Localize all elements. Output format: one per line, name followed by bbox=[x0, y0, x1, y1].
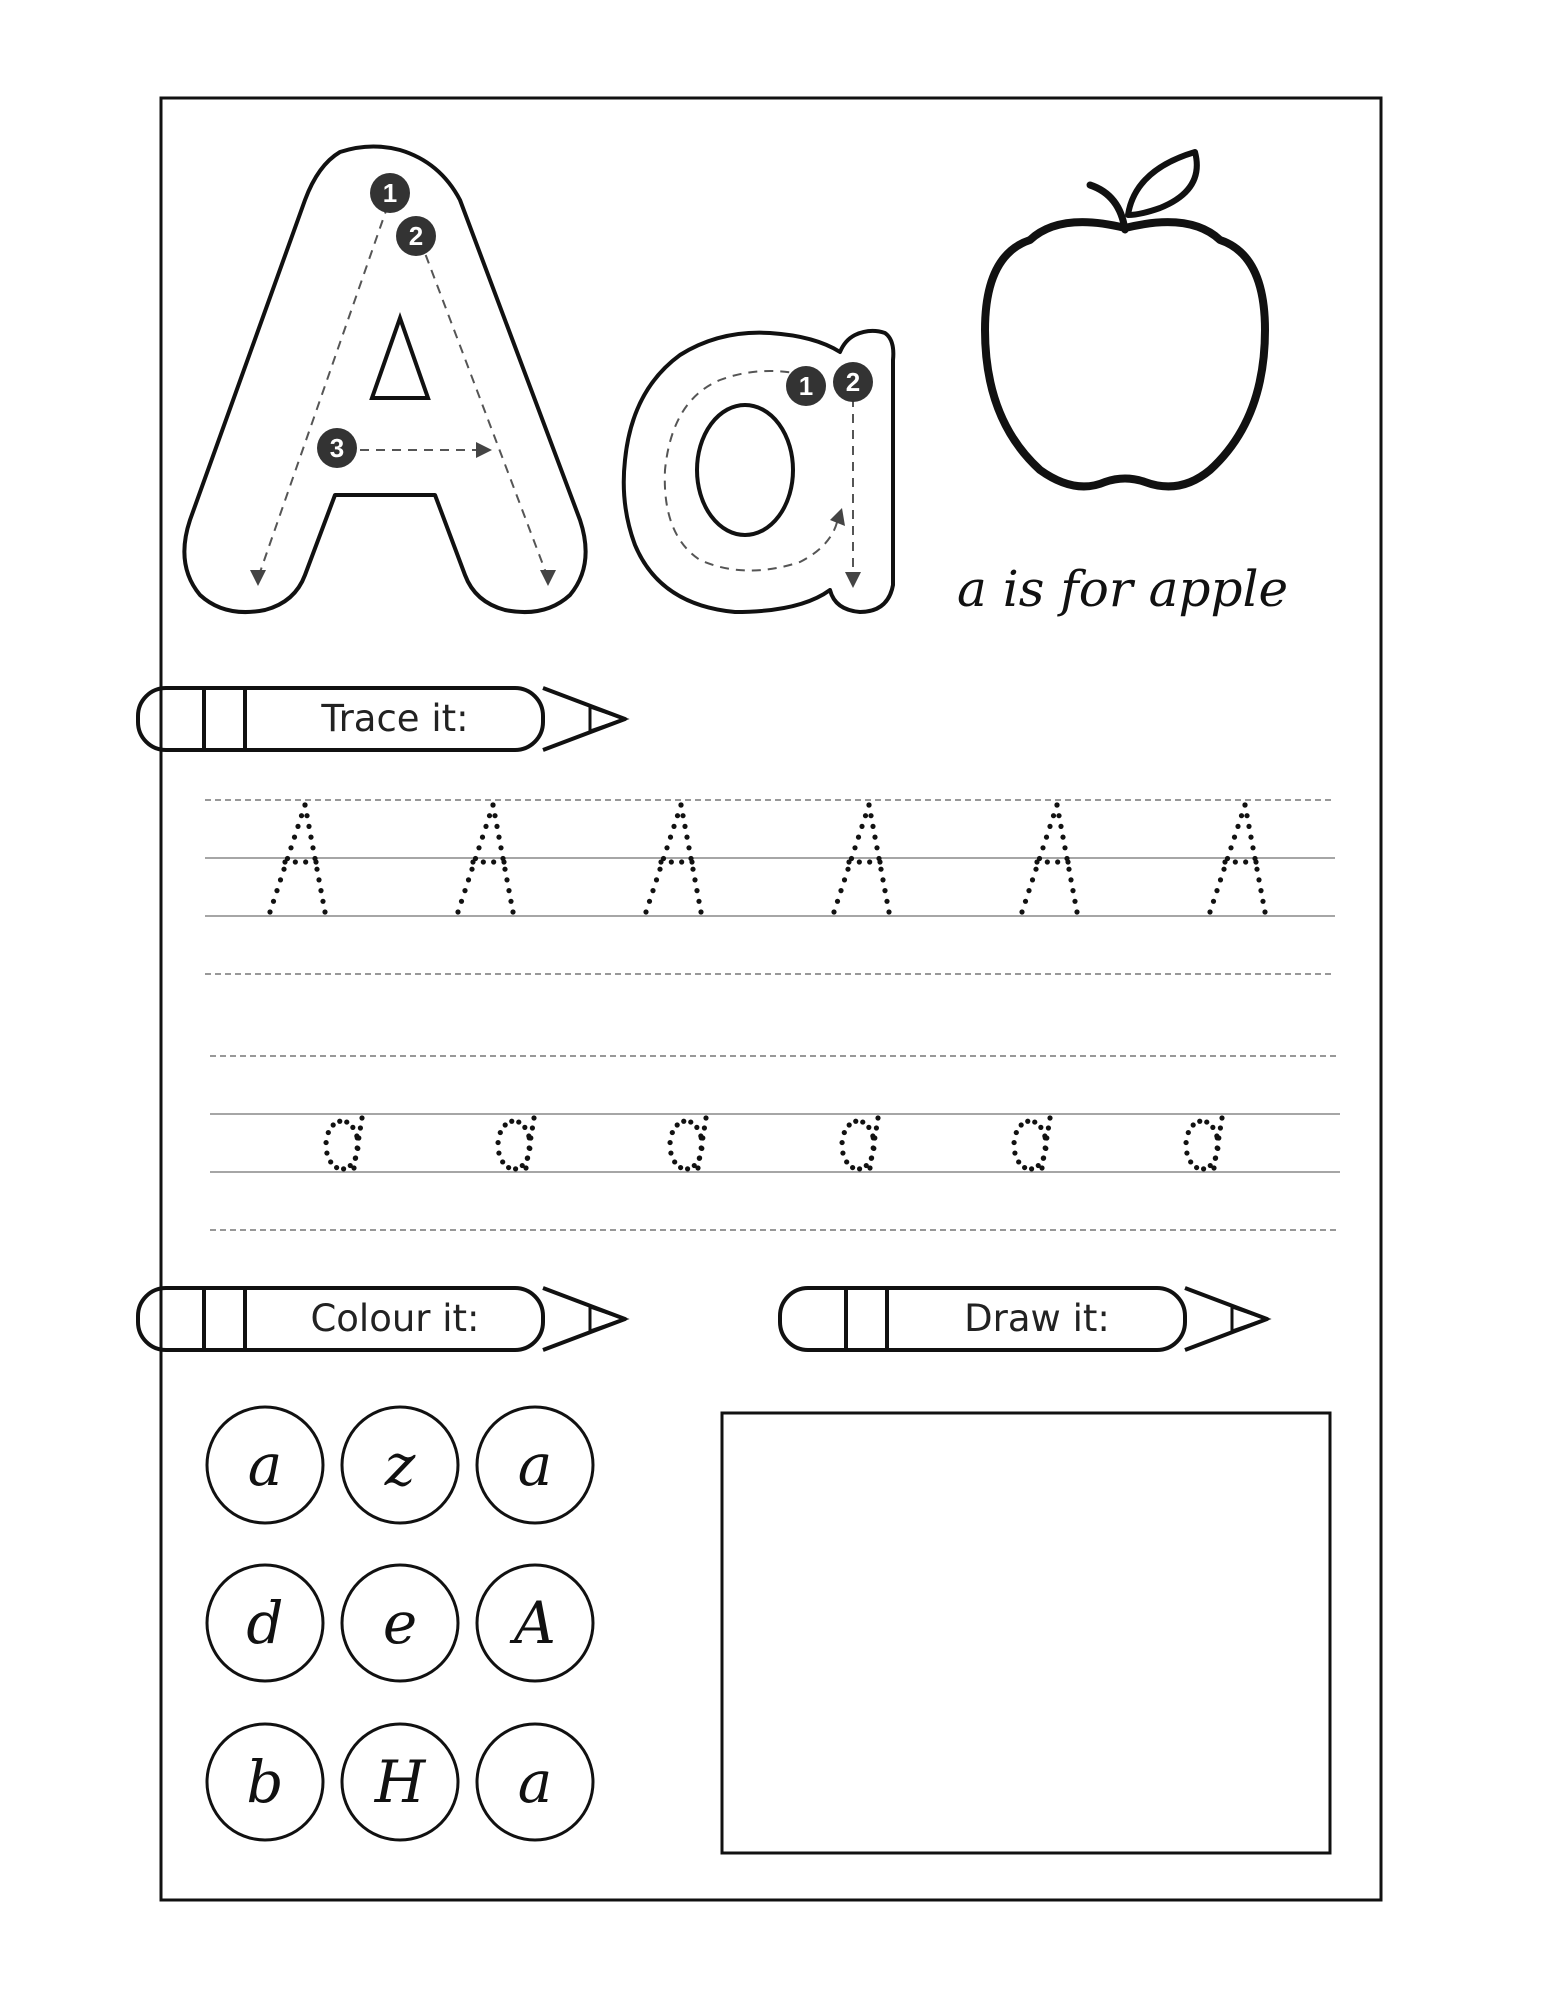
colour-it-label: Colour it: bbox=[310, 1297, 480, 1340]
stroke-number-a-1: 1 bbox=[798, 371, 814, 401]
trace-lines-lowercase bbox=[210, 1056, 1340, 1230]
colour-letter-2[interactable]: z bbox=[384, 1431, 416, 1499]
dotted-letter-a bbox=[323, 1115, 364, 1171]
dotted-letter-a bbox=[667, 1115, 708, 1171]
apple-icon bbox=[985, 152, 1265, 486]
colour-letter-1[interactable]: a bbox=[247, 1431, 283, 1499]
caption-a-is-for-apple: a is for apple bbox=[957, 560, 1289, 618]
draw-it-label: Draw it: bbox=[964, 1297, 1110, 1340]
stroke-number-a-2: 2 bbox=[845, 367, 861, 397]
colour-letter-6[interactable]: A bbox=[514, 1589, 556, 1657]
colour-letter-5[interactable]: e bbox=[382, 1589, 418, 1657]
dotted-letter-a bbox=[1011, 1115, 1052, 1171]
colour-letter-4[interactable]: d bbox=[246, 1589, 284, 1657]
dotted-lowercase-a-row bbox=[323, 1115, 1224, 1171]
colour-letter-7[interactable]: b bbox=[246, 1748, 284, 1816]
stroke-number-3: 3 bbox=[329, 433, 345, 463]
dotted-letter-a bbox=[1183, 1115, 1224, 1171]
big-uppercase-a-icon bbox=[184, 146, 585, 612]
stroke-number-1: 1 bbox=[382, 178, 398, 208]
dotted-letter-a bbox=[839, 1115, 880, 1171]
dotted-letter-a bbox=[495, 1115, 536, 1171]
colour-letter-9[interactable]: a bbox=[517, 1748, 553, 1816]
colour-letter-3[interactable]: a bbox=[517, 1431, 553, 1499]
stroke-number-2: 2 bbox=[408, 221, 424, 251]
trace-lines-uppercase bbox=[205, 800, 1335, 974]
colour-letter-8[interactable]: H bbox=[374, 1748, 426, 1816]
draw-box[interactable] bbox=[722, 1413, 1330, 1853]
trace-it-label: Trace it: bbox=[321, 697, 469, 740]
